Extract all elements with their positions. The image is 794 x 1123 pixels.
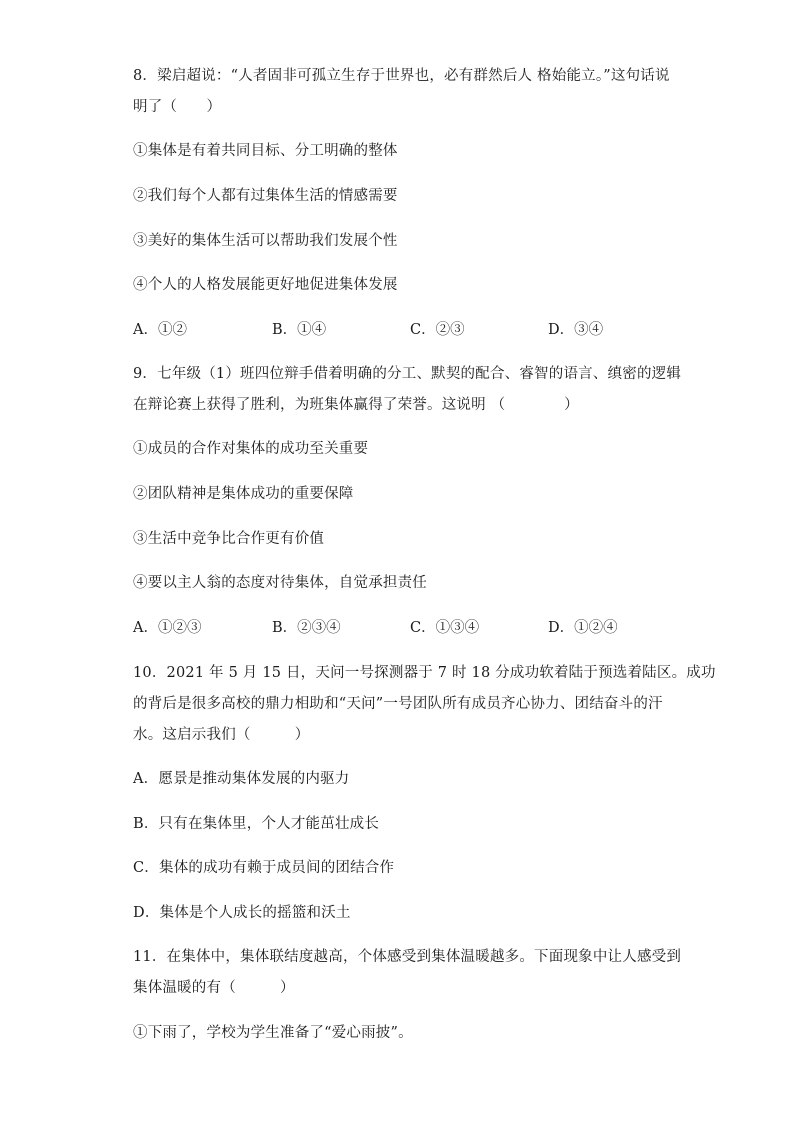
question-9-choices: [133, 618, 653, 638]
question-9-choice-d[interactable]: D．①②④: [548, 620, 618, 636]
question-8-statement-1: ①集体是有着共同目标、分工明确的整体: [133, 143, 398, 159]
question-8-choice-d[interactable]: D．③④: [548, 322, 604, 338]
question-8-statement-2: ②我们每个人都有过集体生活的情感需要: [133, 188, 398, 204]
question-8-choice-a[interactable]: A．①②: [133, 322, 187, 338]
question-8-stem-line-2: 明了（ ）: [133, 99, 222, 115]
question-11-stem-line-1: 11．在集体中，集体联结度越高，个体感受到集体温暖越多。下面现象中让人感受到: [133, 949, 682, 965]
question-8-choice-c[interactable]: C．②③: [410, 322, 465, 338]
question-8-choices: [133, 320, 653, 340]
question-10-stem-line-2: 的背后是很多高校的鼎力相助和“天问”一号团队所有成员齐心协力、团结奋斗的汗: [133, 696, 663, 712]
question-10-option-c[interactable]: C．集体的成功有赖于成员间的团结合作: [133, 860, 395, 876]
question-10-option-d[interactable]: D．集体是个人成长的摇篮和沃土: [133, 905, 351, 921]
question-9-choice-c[interactable]: C．①③④: [410, 620, 480, 636]
question-11-stem-line-2: 集体温暖的有（ ）: [133, 980, 295, 996]
question-9-statement-1: ①成员的合作对集体的成功至关重要: [133, 441, 369, 457]
question-8-choice-b[interactable]: B．①④: [272, 322, 327, 338]
question-9-statement-3: ③生活中竞争比合作更有价值: [133, 531, 325, 547]
question-9-choice-a[interactable]: A．①②③: [133, 620, 202, 636]
question-10-option-b[interactable]: B．只有在集体里，个人才能茁壮成长: [133, 816, 380, 832]
question-9-stem-line-2: 在辩论赛上获得了胜利，为班集体赢得了荣誉。这说明 （ ）: [133, 397, 579, 413]
question-9-choice-b[interactable]: B．②③④: [272, 620, 341, 636]
question-10-stem-line-3: 水。这启示我们（ ）: [133, 727, 310, 743]
question-10-stem-line-1: 10．2021 年 5 月 15 日，天问一号探测器于 7 时 18 分成功软着陆于预选着陆区。成功: [133, 665, 716, 681]
question-10-option-a[interactable]: A．愿景是推动集体发展的内驱力: [133, 771, 350, 787]
question-9-statement-4: ④要以主人翁的态度对待集体，自觉承担责任: [133, 575, 427, 591]
question-8-statement-3: ③美好的集体生活可以帮助我们发展个性: [133, 233, 398, 249]
question-8-stem-line-1: 8．梁启超说：“人者固非可孤立生存于世界也，必有群然后人 格始能立。”这句话说: [133, 68, 670, 84]
question-8-statement-4: ④个人的人格发展能更好地促进集体发展: [133, 277, 398, 293]
question-9-stem-line-1: 9．七年级（1）班四位辩手借着明确的分工、默契的配合、睿智的语言、缜密的逻辑: [133, 366, 682, 382]
question-9-statement-2: ②团队精神是集体成功的重要保障: [133, 486, 354, 502]
question-11-statement-1: ①下雨了，学校为学生准备了“爱心雨披”。: [133, 1025, 413, 1041]
